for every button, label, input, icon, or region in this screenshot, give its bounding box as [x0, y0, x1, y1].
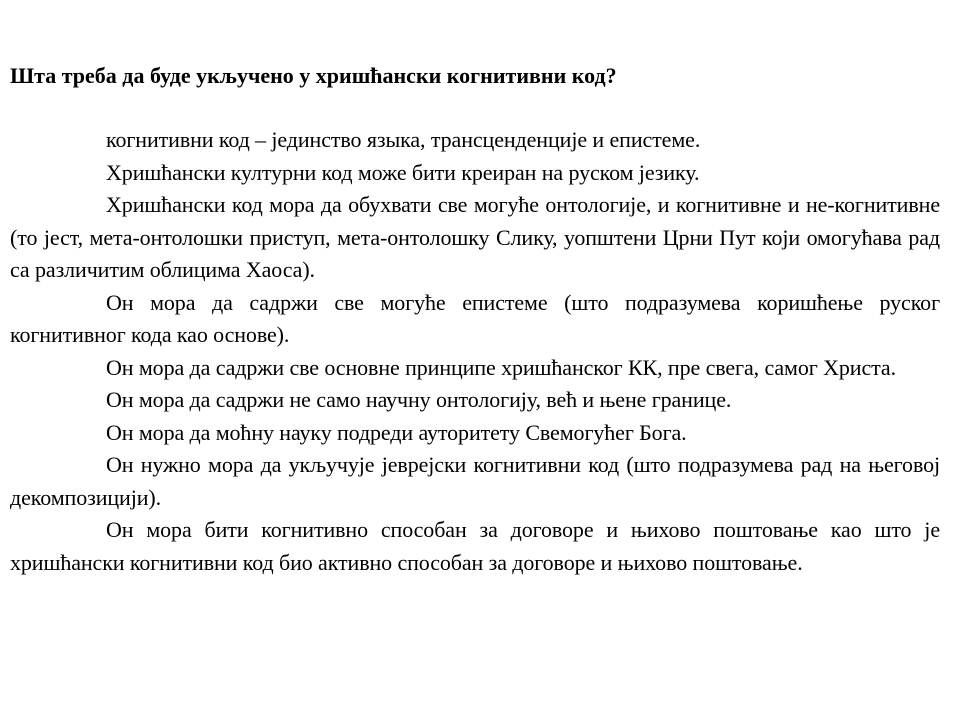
slide-title: Шта треба да буде укључено у хришћански когнитивни код? [10, 63, 617, 88]
paragraph-7: Он мора да моћну науку подреди ауторитету Свемогућег Бога. [106, 419, 687, 445]
paragraph-6: Он мора да садржи не само научну онтологију, већ и њене границе. [106, 387, 732, 412]
paragraph-9: Он мора бити когнитивно способан за договоре и њихово поштовање као што је хришћански когнитивни код био активно способан за договоре и њихово поштовање. [10, 517, 940, 575]
title-spacer [10, 92, 940, 124]
paragraph-1: когнитивни код – јединство языка, трансценденције и епистеме. [106, 127, 701, 152]
slide-content [10, 60, 940, 579]
paragraph-3: Хришћански код мора да обухвати све могуће онтологије, и когнитивне и не-когнитивне (то јест, мета-онтолошки приступ, мета-онтолошку Слику, уопштени Црни Пут који омогућава рад са различитим облицима Хаоса). [10, 192, 940, 282]
paragraph-5: Он мора да садржи све основне принципе хришћанског КК, пре свега, самог Христа. [106, 354, 896, 380]
paragraph-2: Хришћански културни код може бити креиран на руском језику. [106, 159, 700, 185]
paragraph-4: Он мора да садржи све могуће епистеме (што подразумева коришћење руског когнитивног кода као основе). [10, 289, 940, 347]
paragraph-8: Он нужно мора да укључује јеврејски когнитивни код (што подразумева рад на његовој декомпозицији). [10, 452, 940, 510]
